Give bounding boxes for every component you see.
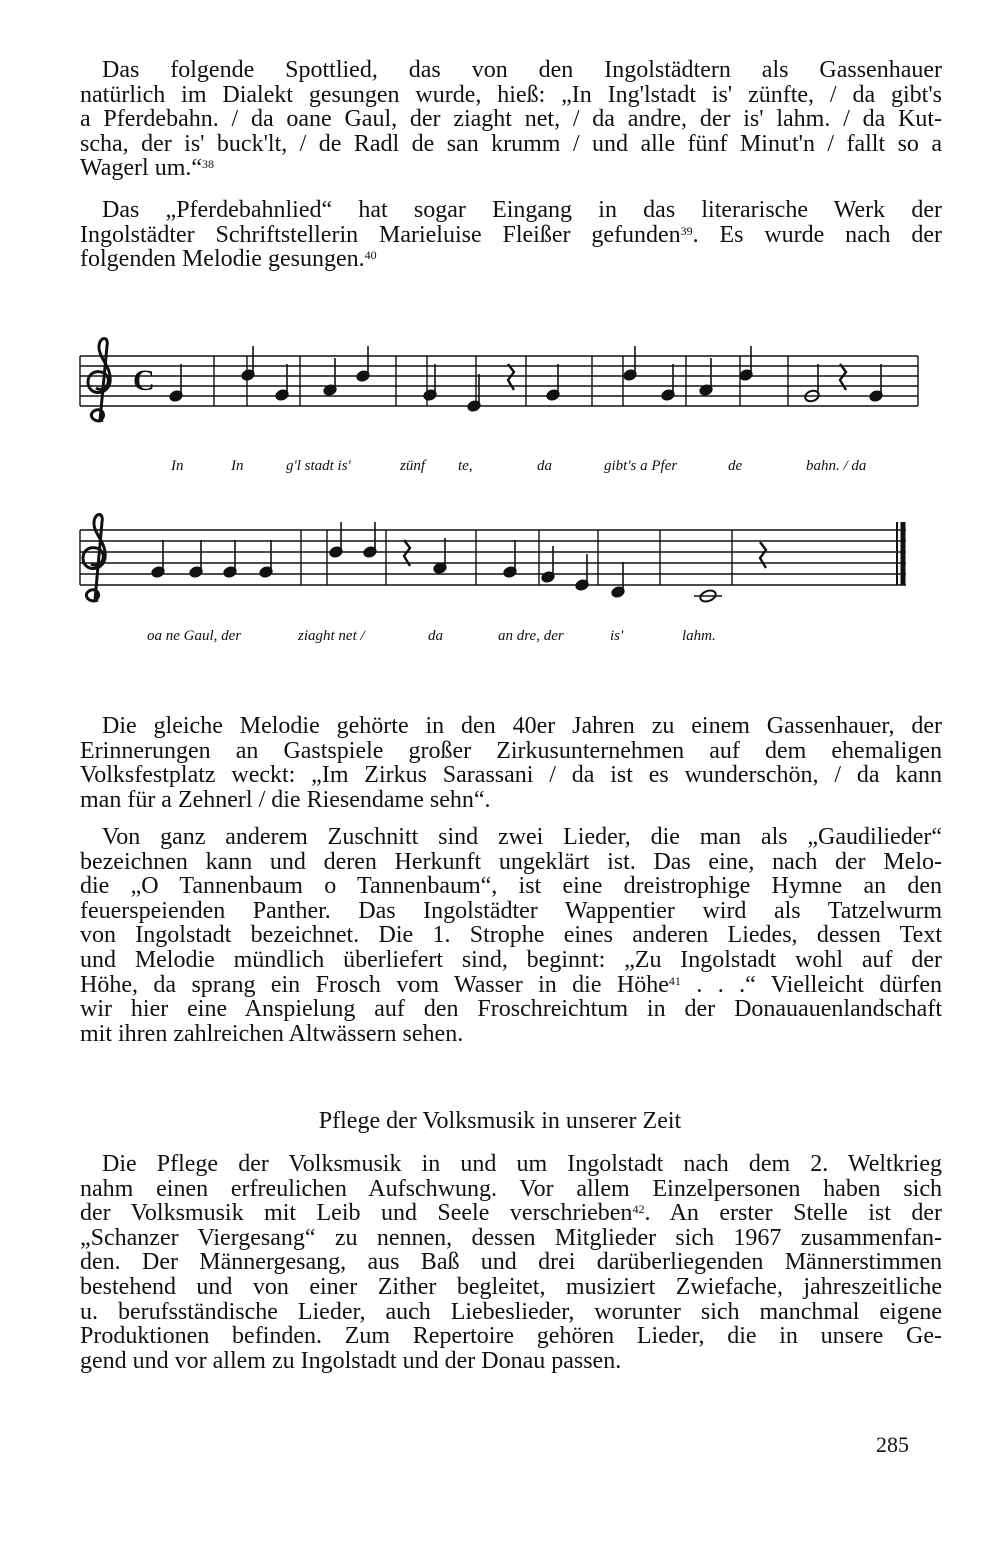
text-line: mit ihren zahlreichen Altwässern sehen. bbox=[80, 1020, 464, 1047]
lyric-syllable: lahm. bbox=[682, 628, 716, 644]
text-line: Volksfestplatz weckt: „Im Zirkus Sarassani / da ist es wunderschön, / da kann bbox=[80, 762, 942, 789]
text-line: Das „Pferdebahnlied“ hat sogar Eingang in das literarische Werk der bbox=[102, 197, 942, 223]
paragraph-gaudilieder bbox=[80, 825, 942, 1046]
text-line: a Pferdebahn. / da oane Gaul, der ziaght net, / da andre, der is' lahm. / da Kut- bbox=[80, 106, 942, 133]
lyric-syllable: te, bbox=[458, 458, 473, 474]
text-line: „Schanzer Viergesang“ zu nennen, dessen Mitglieder sich 1967 zusammenfan- bbox=[80, 1224, 942, 1251]
lyric-syllable: zünf bbox=[400, 458, 426, 474]
lyric-syllable: bahn. / da bbox=[806, 458, 867, 474]
text-line: folgenden Melodie gesungen. bbox=[80, 246, 365, 273]
paragraph-volksmusik-pflege bbox=[80, 1152, 942, 1373]
footnote-ref: 40 bbox=[364, 248, 377, 263]
text-line: bestehend und von einer Zither begleitet, musiziert Zwiefache, jahreszeitliche bbox=[80, 1273, 942, 1300]
text-line: von Ingolstadt bezeichnet. Die 1. Strophe eines anderen Liedes, dessen Text bbox=[80, 922, 942, 949]
text-line: natürlich im Dialekt gesungen wurde, hieß: „In Ing'lstadt is' zünfte, / da gibt's bbox=[80, 81, 942, 108]
text-line: Wagerl um.“ bbox=[80, 155, 203, 182]
section-heading: Pflege der Volksmusik in unserer Zeit bbox=[318, 1108, 682, 1134]
staff-1 bbox=[80, 356, 918, 406]
page-number: 285 bbox=[876, 1432, 909, 1457]
text-line: . Es wurde nach der bbox=[692, 221, 942, 248]
time-signature: C bbox=[133, 364, 155, 397]
text-line: . An erster Stelle ist der bbox=[644, 1200, 942, 1227]
lyric-syllable: ziaght net / bbox=[298, 628, 365, 644]
footnote-ref: 39 bbox=[680, 223, 693, 238]
lyric-syllable: In bbox=[231, 458, 244, 474]
text-line: Erinnerungen an Gastspiele großer Zirkusunternehmen auf dem ehemaligen bbox=[80, 737, 942, 764]
text-line: u. berufsständische Lieder, auch Liebeslieder, worunter sich manchmal eigene bbox=[80, 1298, 942, 1325]
text-line: scha, der is' buck'lt, / de Radl de san krumm / und alle fünf Minut'n / fallt so a bbox=[80, 130, 942, 157]
lyric-syllable: an dre, der bbox=[498, 628, 564, 644]
staff-2 bbox=[80, 522, 906, 596]
text-line: den. Der Männergesang, aus Baß und drei darüberliegenden Männerstimmen bbox=[80, 1249, 942, 1276]
text-line: Von ganz anderem Zuschnitt sind zwei Lieder, die man als „Gaudilieder“ bbox=[102, 824, 942, 850]
text-line: Produktionen befinden. Zum Repertoire gehören Lieder, die in unsere Ge- bbox=[80, 1323, 942, 1350]
text-line: feuerspeienden Panther. Das Ingolstädter Wappentier wird als Tatzelwurm bbox=[80, 897, 942, 924]
text-line: gend und vor allem zu Ingolstadt und der Donau passen. bbox=[80, 1347, 622, 1374]
lyric-syllable: In bbox=[171, 458, 184, 474]
text-line: wir hier eine Anspielung auf den Froschreichtum in der Donauauenlandschaft bbox=[80, 996, 942, 1023]
treble-clef-icon bbox=[83, 515, 105, 601]
lyric-syllable: de bbox=[728, 458, 743, 474]
text-line: Das folgende Spottlied, das von den Ingolstädtern als Gassenhauer bbox=[102, 57, 942, 83]
lyric-syllable: da bbox=[537, 458, 552, 474]
text-line: und Melodie mündlich überliefert sind, beginnt: „Zu Ingolstadt wohl auf der bbox=[80, 946, 942, 973]
footnote-ref: 42 bbox=[632, 1202, 645, 1217]
lyric-syllable: oa ne Gaul, der bbox=[147, 628, 242, 644]
footnote-ref: 41 bbox=[668, 973, 681, 988]
lyric-syllable: is' bbox=[610, 628, 624, 644]
lyric-syllable: g'l stadt is' bbox=[286, 458, 351, 474]
text-line: nahm einen erfreulichen Aufschwung. Vor allem Einzelpersonen haben sich bbox=[80, 1175, 942, 1202]
text-line: man für a Zehnerl / die Riesendame sehn“. bbox=[80, 786, 491, 813]
footnote-ref: 38 bbox=[202, 157, 215, 172]
text-line: Ingolstädter Schriftstellerin Marieluise Fleißer gefunden bbox=[80, 221, 681, 248]
text-line: Höhe, da sprang ein Frosch vom Wasser in die Höhe bbox=[80, 971, 669, 998]
text-line: bezeichnen kann und deren Herkunft ungeklärt ist. Das eine, nach der Melo- bbox=[80, 848, 942, 875]
text-line: der Volksmusik mit Leib und Seele verschrieben bbox=[80, 1200, 633, 1227]
lyric-syllable: da bbox=[428, 628, 443, 644]
text-line: . . .“ Vielleicht dürfen bbox=[680, 971, 943, 998]
text-line: die „O Tannenbaum o Tannenbaum“, ist eine dreistrophige Hymne an den bbox=[80, 873, 942, 900]
text-line: Die gleiche Melodie gehörte in den 40er Jahren zu einem Gassenhauer, der bbox=[102, 713, 942, 739]
text-line: Die Pflege der Volksmusik in und um Ingolstadt nach dem 2. Weltkrieg bbox=[102, 1151, 942, 1177]
treble-clef-icon bbox=[88, 339, 110, 421]
paragraph-zirkus bbox=[80, 714, 942, 812]
lyric-syllable: gibt's a Pfer bbox=[604, 458, 678, 474]
